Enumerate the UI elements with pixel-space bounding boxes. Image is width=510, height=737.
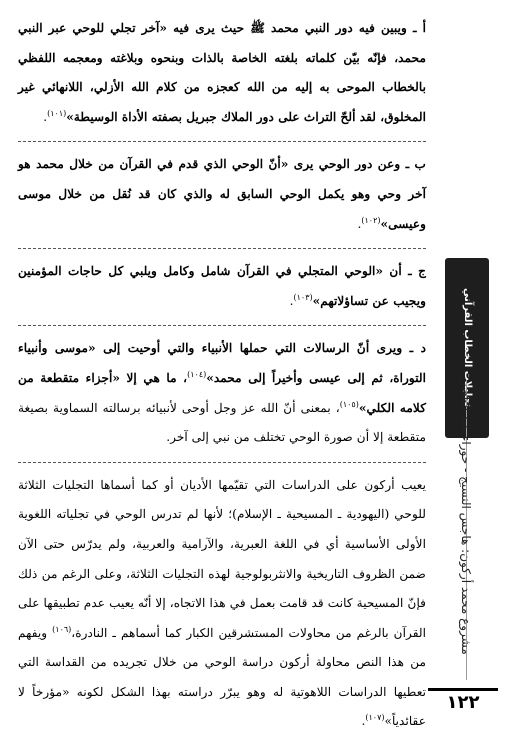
running-header [446, 380, 486, 680]
footnote-ref: (١٠١) [47, 108, 67, 118]
footnote-ref: (١٠٤) [187, 369, 207, 379]
paragraph-main: يعيب أركون على الدراسات التي تقيّمها الأديان أو كما أسماها التجليات الثلاثة للوحي (اليهودية ـ المسيحية ـ الإسلام)؛ لأنها لم تدرس الوحي في تجلياته اللغوية الأولى الأساسية أي في اللغة العبرية، والآرامية والعربية، ولم يدرّس حتى الآن ضمن الظروف التاريخية والانثربولوجية لهذه التجليات الثلاثة، وعلى الرغم من ذلك فإنّ المسيحية كانت قد قامت بعمل في هذا الاتجاه، إلا أنّه يعيب عدم تطبيقها على القرآن بالرغم من محاولات المستشرقين الكبار كما أسماهم ـ النادرة،$^{(١٠٦)}$ ويفهم من هذا النص محاولة أركون دراسة الوحي من خلال تجريده من القداسة التي تعطيها الدراسات اللاهوتية له وهو يبرّر دراسته بهذا الشكل لكونه «مؤرخاً لا عقائدياً»$^{(١٠٧)}$. [18, 477, 426, 729]
main-text-column [18, 14, 426, 737]
paragraph-d: د ـ ويرى أنّ الرسالات التي حملها الأنبياء والتي أوحيت إلى «موسى وأنبياء التوراة، ثم إلى عيسى وأخيراً إلى محمد»$^{(١٠٤)}$، ما هي إلا «أجزاء متقطعة من كلامه الكلي»$^{(١٠٥)}$، بمعنى أنّ الله عز وجل أوحى لأنبيائه برسالته السماوية بصيغة متقطعة إلا أن صورة الوحي تختلف من نبي إلى آخر. [18, 341, 426, 445]
running-header-text: مشروع محمد أركون: هاجس النسيج - حوراء عبد الناصر [459, 380, 473, 655]
footnote-ref: (١٠٥) [339, 399, 359, 409]
footnote-ref: (١٠٧) [365, 713, 385, 723]
paragraph-a: أ ـ ويبين فيه دور النبي محمد ﷺ حيث يرى فيه «آخر تجلي للوحي عبر النبي محمد، فإنّه بيّن كلماته بلغته الخاصة بالذات وبنحوه وبلاغته ومعجمه اللفظي بالخطاب الموحى به إليه من الله كعجزه من كلام الله الأزلي، اللانهائي غير المخلوق، لقد ألحّ التراث على دور الملاك جبريل بصفته الأداة الوسيطة»$^{(١٠١)}$. [18, 21, 426, 124]
paragraph-b: ب ـ وعن دور الوحي يرى «أنّ الوحي الذي قدم في القرآن من خلال محمد هو آخر وحي وهو يكمل الوحي السابق له والذي كان قد نُقل من خلال موسى وعيسى»$^{(١٠٢)}$. [18, 157, 426, 231]
page-number: ١٢٢ [428, 688, 498, 713]
footnote-ref: (١٠٢) [361, 215, 381, 225]
emblem-text: تحليلات الخطاب القرآني [462, 288, 473, 408]
dashed-divider [18, 141, 426, 142]
dashed-divider [18, 462, 426, 463]
dashed-divider [18, 325, 426, 326]
footnote-ref: (١٠٣) [293, 292, 313, 302]
dashed-divider [18, 248, 426, 249]
footnote-ref: (١٠٦) [52, 624, 72, 634]
paragraph-c: ج ـ أن «الوحي المتجلي في القرآن شامل وكامل ويلبي كل حاجات المؤمنين ويجيب عن تساؤلاتهم»$^{(١٠٣)}$. [18, 264, 426, 308]
